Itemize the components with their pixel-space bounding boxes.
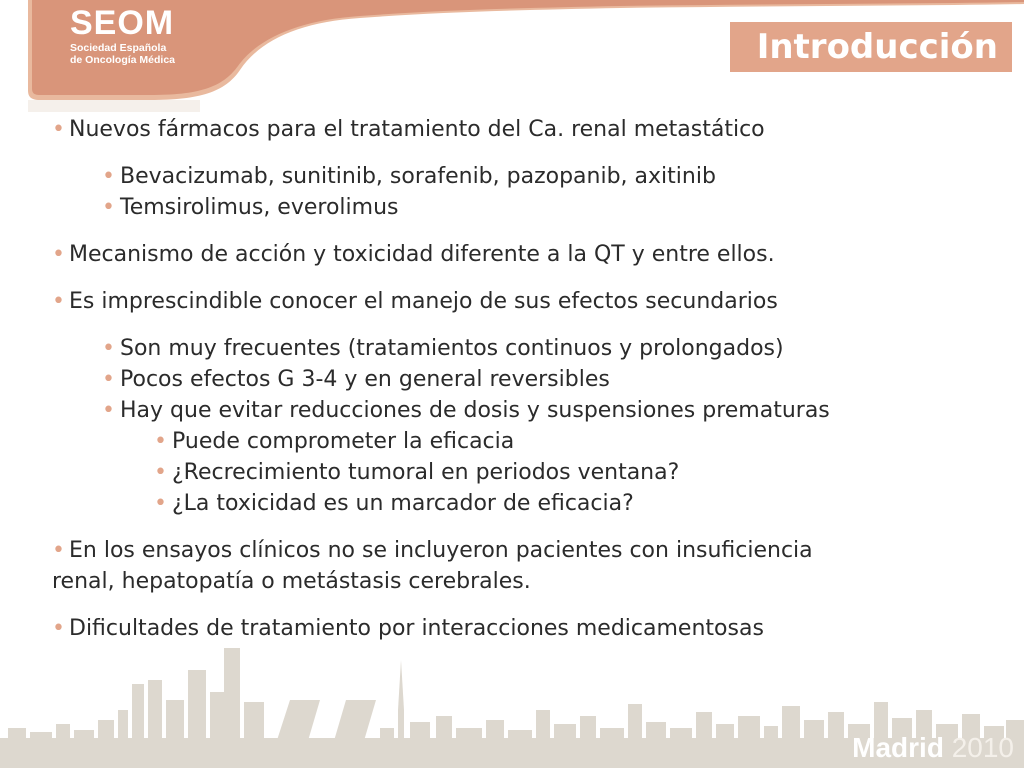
slide-title: Introducción — [756, 27, 998, 67]
title-box — [730, 22, 1012, 72]
bullet-dot-icon: • — [154, 491, 167, 516]
sub-sub-bullet-item — [52, 488, 1002, 519]
bullet-item — [52, 239, 1002, 270]
bullet-dot-icon: • — [102, 164, 115, 189]
sub-sub-bullet-item — [52, 457, 1002, 488]
logo-subtitle-line2: de Oncología Médica — [70, 54, 176, 66]
bullet-dot-icon: • — [102, 367, 115, 392]
bullet-text: Hay que evitar reducciones de dosis y suspensiones prematuras — [120, 398, 830, 423]
footer-city: Madrid — [852, 732, 944, 763]
bullet-dot-icon: • — [52, 616, 65, 641]
bullet-continuation — [52, 566, 1002, 597]
bullet-dot-icon: • — [102, 398, 115, 423]
seom-logo — [70, 4, 175, 66]
bullet-text: Bevacizumab, sunitinib, sorafenib, pazopanib, axitinib — [120, 164, 716, 189]
bullet-text: Es imprescindible conocer el manejo de sus efectos secundarios — [69, 289, 778, 314]
bullet-text: Mecanismo de acción y toxicidad diferente a la QT y entre ellos. — [69, 242, 775, 267]
bullet-dot-icon: • — [102, 195, 115, 220]
bullet-text: Son muy frecuentes (tratamientos continuos y prolongados) — [120, 336, 784, 361]
sub-bullet-item — [52, 333, 1002, 364]
bullet-dot-icon: • — [102, 336, 115, 361]
bullet-text: renal, hepatopatía o metástasis cerebrales. — [52, 569, 531, 594]
bullet-text: En los ensayos clínicos no se incluyeron pacientes con insuficiencia — [69, 538, 813, 563]
footer-brand — [852, 732, 1014, 764]
bullet-dot-icon: • — [52, 538, 65, 563]
bullet-text: Puede comprometer la eficacia — [172, 429, 515, 454]
bullet-dot-icon: • — [52, 242, 65, 267]
sub-bullet-item — [52, 364, 1002, 395]
slide-content — [52, 114, 1002, 644]
bullet-dot-icon: • — [154, 429, 167, 454]
logo-subtitle-line1: Sociedad Española — [70, 42, 167, 54]
bullet-item — [52, 114, 1002, 145]
bullet-dot-icon: • — [52, 289, 65, 314]
bullet-text: Nuevos fármacos para el tratamiento del Ca. renal metastático — [69, 117, 765, 142]
madrid-skyline — [0, 640, 1024, 768]
bullet-text: ¿La toxicidad es un marcador de eficacia? — [172, 491, 634, 516]
bullet-dot-icon: • — [154, 460, 167, 485]
footer-year: 2010 — [951, 732, 1014, 763]
bullet-text: ¿Recrecimiento tumoral en periodos ventana? — [172, 460, 680, 485]
bullet-item — [52, 286, 1002, 317]
sub-bullet-item — [52, 192, 1002, 223]
bullet-item — [52, 535, 1002, 566]
sub-sub-bullet-item — [52, 426, 1002, 457]
bullet-text: Temsirolimus, everolimus — [120, 195, 399, 220]
bullet-text: Dificultades de tratamiento por interacciones medicamentosas — [69, 616, 764, 641]
bullet-text: Pocos efectos G 3-4 y en general reversibles — [120, 367, 610, 392]
logo-title: SEOM — [70, 4, 175, 42]
sub-bullet-item — [52, 395, 1002, 426]
sub-bullet-item — [52, 161, 1002, 192]
bullet-dot-icon: • — [52, 117, 65, 142]
